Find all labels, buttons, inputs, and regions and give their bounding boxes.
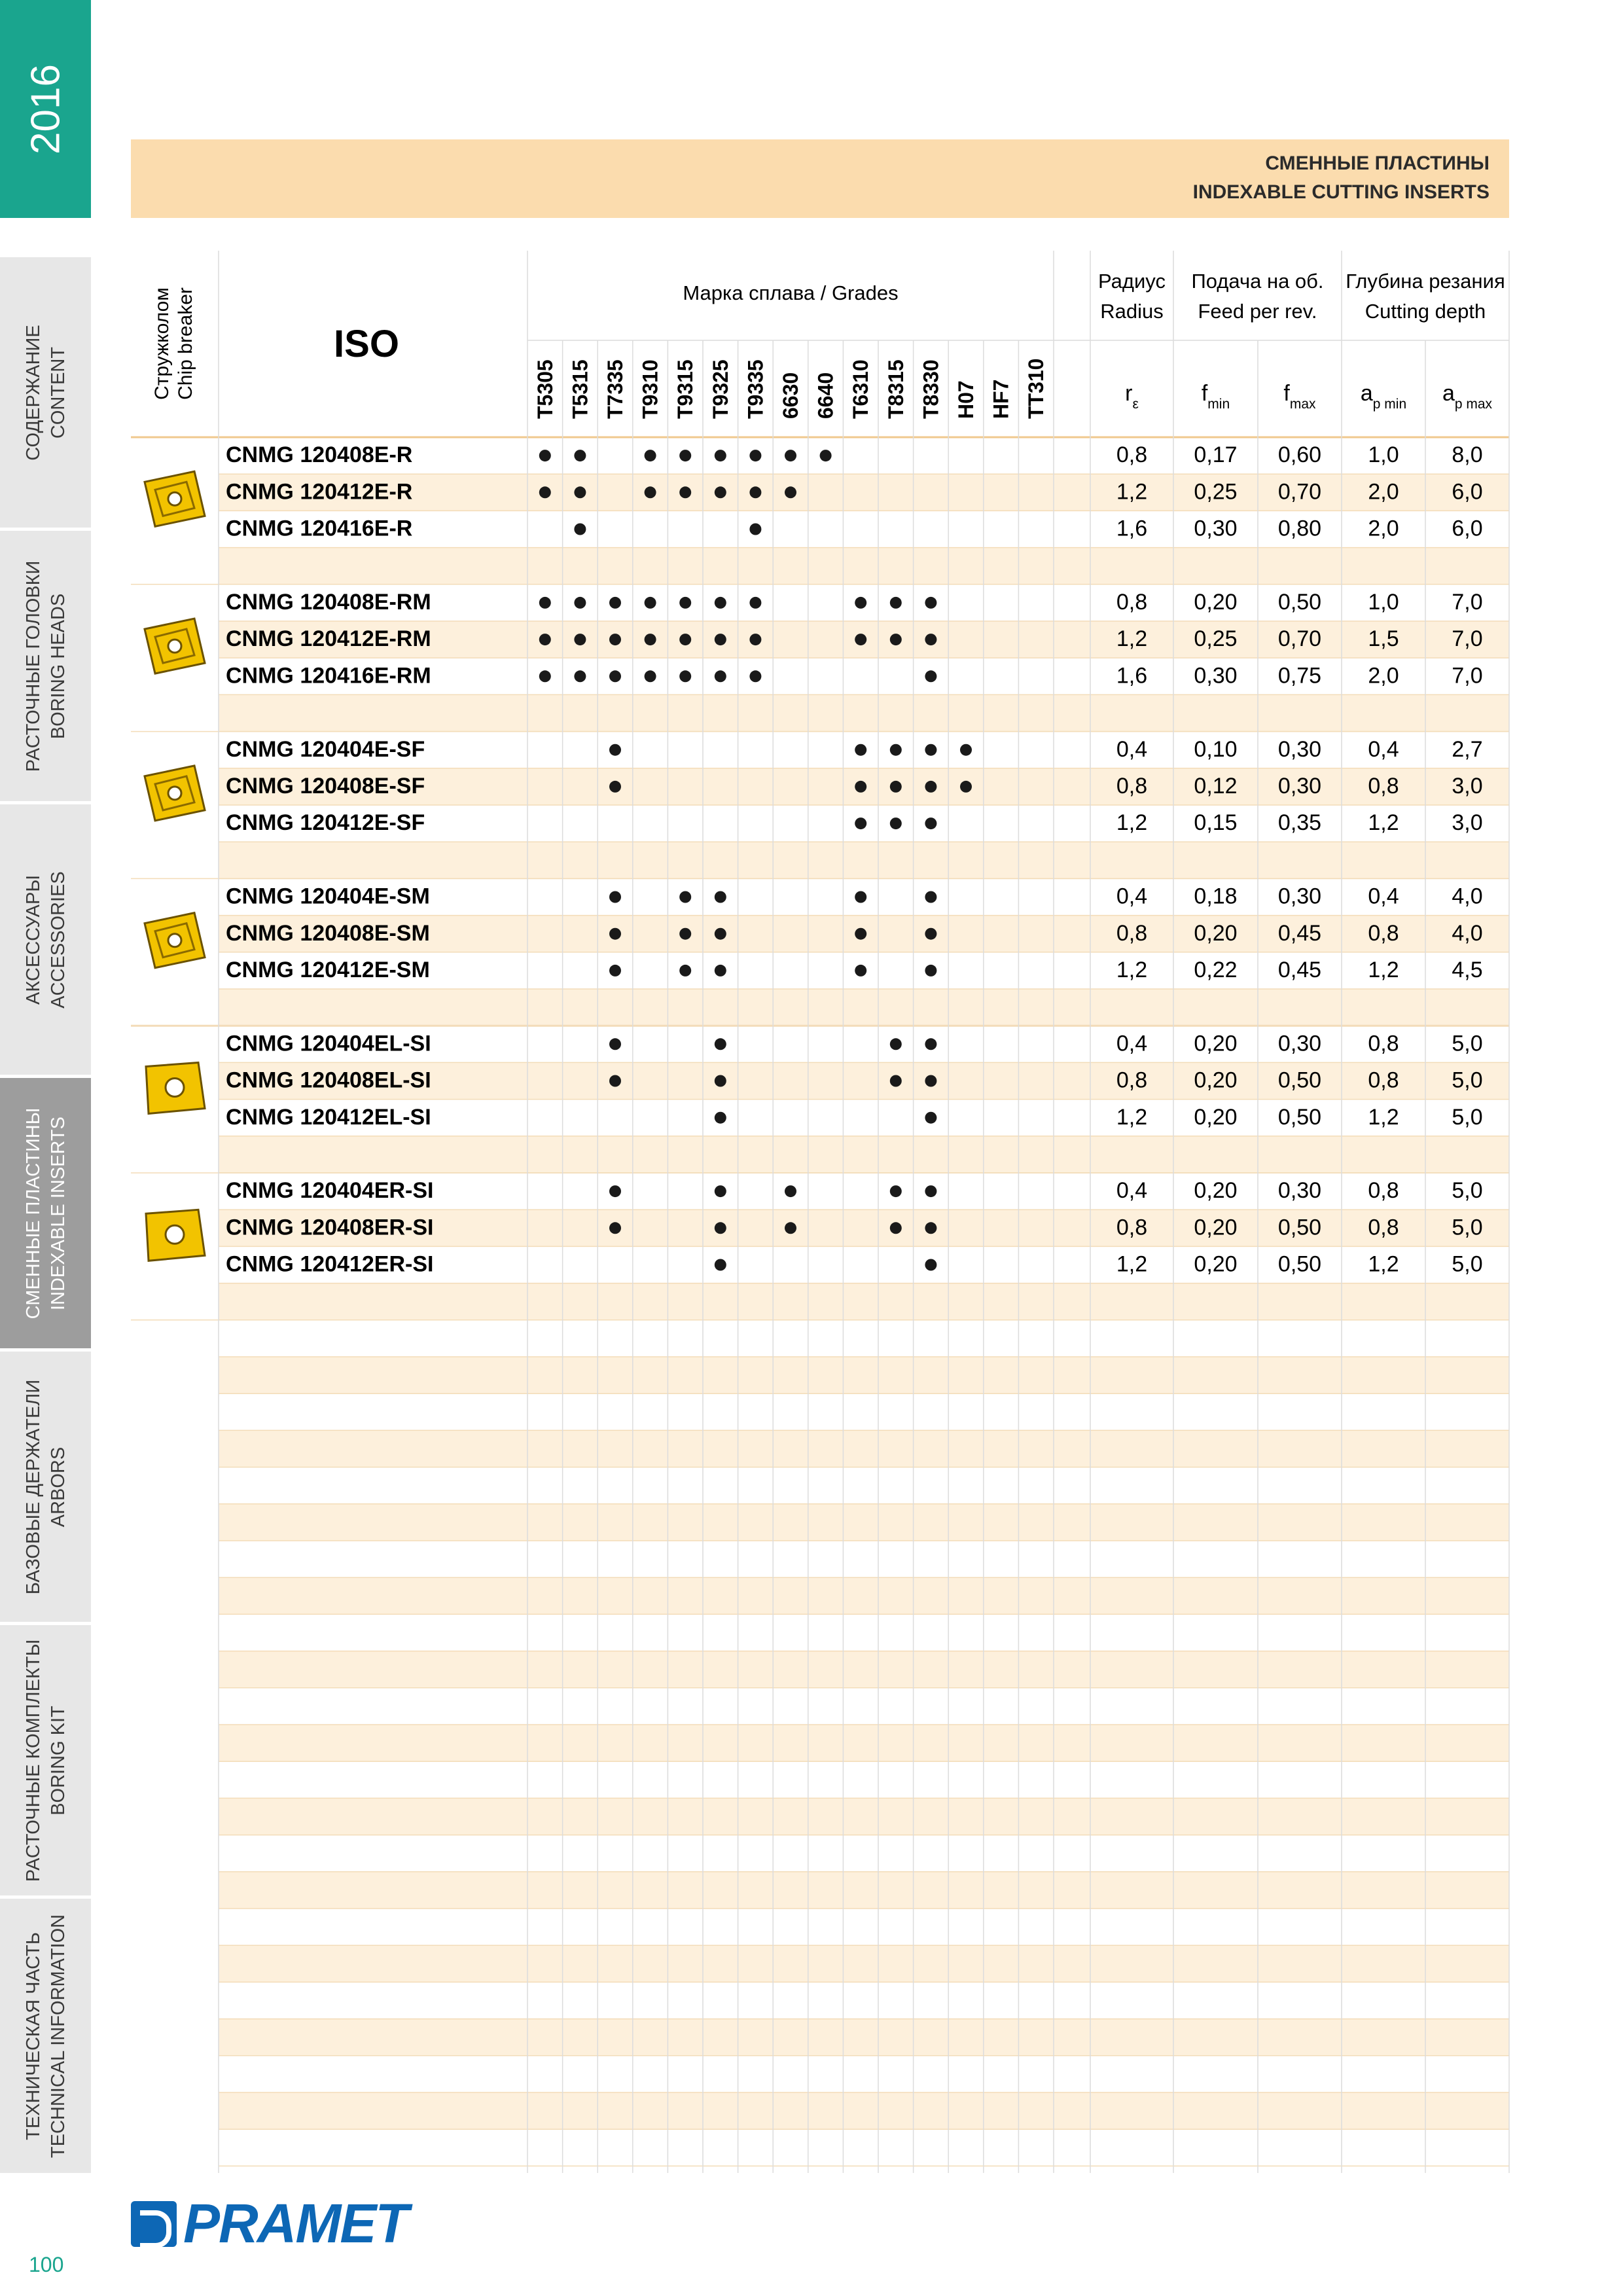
section-title-ru: СМЕННЫЕ ПЛАСТИНЫ: [1265, 152, 1489, 174]
param-value: 5,0: [1452, 1251, 1483, 1277]
param-value: 0,70: [1277, 479, 1322, 505]
grade-availability-dot: [925, 597, 936, 609]
insert-code: CNMG 120404ER-SI: [226, 1178, 434, 1204]
param-value: 0,4: [1116, 1031, 1148, 1056]
param-value: 0,30: [1194, 516, 1238, 541]
grade-availability-dot: [715, 891, 726, 903]
param-value: 0,4: [1116, 884, 1148, 909]
insert-code: CNMG 120412E-SM: [226, 958, 430, 983]
grade-availability-dot: [890, 1038, 902, 1050]
grade-availability-dot: [715, 670, 726, 682]
insert-sm-icon: [145, 913, 205, 968]
grade-availability-dot: [749, 450, 761, 461]
nav-item-label: РАСТОЧНЫЕ КОМПЛЕКТЫ BORING KIT: [22, 1639, 69, 1882]
grade-availability-dot: [855, 928, 866, 940]
param-value: 0,4: [1116, 736, 1148, 762]
param-value: 3,0: [1452, 810, 1483, 836]
param-value: 0,30: [1194, 663, 1238, 689]
grade-availability-dot: [609, 1222, 621, 1234]
grade-availability-dot: [925, 1112, 936, 1124]
grade-header-tt310: TT310: [1024, 358, 1048, 419]
param-value: 4,0: [1452, 884, 1483, 909]
param-value: 0,4: [1116, 1178, 1148, 1204]
param-value: 0,25: [1194, 479, 1238, 505]
param-value: 0,30: [1277, 736, 1322, 762]
pramet-logo: [131, 2193, 408, 2254]
param-value: 5,0: [1452, 1178, 1483, 1204]
grade-availability-dot: [785, 1185, 796, 1197]
grade-availability-dot: [715, 1222, 726, 1234]
param-value: 1,5: [1368, 626, 1399, 652]
insert-code: CNMG 120408E-SM: [226, 920, 430, 946]
grade-header-t5305: T5305: [533, 359, 557, 419]
grade-availability-dot: [609, 744, 621, 756]
grade-availability-dot: [925, 817, 936, 829]
grade-header-t7335: T7335: [603, 359, 627, 419]
grade-header-t9310: T9310: [638, 359, 662, 419]
param-value: 0,20: [1194, 1031, 1238, 1056]
grade-availability-dot: [645, 486, 656, 498]
param-value: 5,0: [1452, 1067, 1483, 1093]
param-value: 1,2: [1116, 810, 1148, 836]
grade-availability-dot: [609, 928, 621, 940]
grade-availability-dot: [925, 965, 936, 977]
param-value: 0,8: [1368, 1067, 1399, 1093]
param-value: 1,2: [1116, 1251, 1148, 1277]
grade-availability-dot: [785, 1222, 796, 1234]
grade-availability-dot: [715, 1075, 726, 1087]
insert-code: CNMG 120412E-SF: [226, 810, 425, 836]
param-value: 1,6: [1116, 516, 1148, 541]
param-value: 6,0: [1452, 479, 1483, 505]
insert-code: CNMG 120412ER-SI: [226, 1251, 434, 1277]
insert-code: CNMG 120416E-RM: [226, 663, 431, 689]
grade-availability-dot: [679, 634, 691, 645]
param-value: 1,2: [1368, 810, 1399, 836]
param-value: 4,0: [1452, 920, 1483, 946]
grade-availability-dot: [925, 891, 936, 903]
param-value: 1,2: [1116, 626, 1148, 652]
param-value: 2,0: [1368, 516, 1399, 541]
param-value: 3,0: [1452, 774, 1483, 799]
nav-item-label: СОДЕРЖАНИЕ CONTENT: [22, 324, 69, 461]
param-value: 0,8: [1116, 920, 1148, 946]
grade-availability-dot: [925, 670, 936, 682]
grade-availability-dot: [925, 1185, 936, 1197]
grade-availability-dot: [609, 597, 621, 609]
insert-er-si-icon: [146, 1210, 205, 1261]
param-value: 0,4: [1368, 736, 1399, 762]
grade-header-h07: H07: [954, 380, 978, 419]
grade-availability-dot: [609, 781, 621, 793]
grade-availability-dot: [890, 1222, 902, 1234]
param-value: 0,25: [1194, 626, 1238, 652]
grade-availability-dot: [715, 486, 726, 498]
insert-code: CNMG 120408EL-SI: [226, 1067, 431, 1093]
param-value: 0,8: [1368, 774, 1399, 799]
param-symbol-3: $a_{p min}$: [1360, 381, 1407, 412]
param-value: 6,0: [1452, 516, 1483, 541]
grade-availability-dot: [574, 597, 586, 609]
param-value: 0,20: [1194, 1067, 1238, 1093]
grade-availability-dot: [574, 486, 586, 498]
grade-availability-dot: [925, 1075, 936, 1087]
grade-availability-dot: [715, 597, 726, 609]
insert-code: CNMG 120408E-RM: [226, 590, 431, 615]
grade-header-t9325: T9325: [708, 359, 732, 419]
param-value: 1,2: [1116, 1104, 1148, 1130]
grade-availability-dot: [715, 1038, 726, 1050]
param-value: 0,22: [1194, 958, 1238, 983]
insert-code: CNMG 120416E-R: [226, 516, 413, 541]
param-value: 0,8: [1368, 1178, 1399, 1204]
grade-availability-dot: [539, 670, 551, 682]
grade-availability-dot: [539, 634, 551, 645]
param-value: 0,12: [1194, 774, 1238, 799]
param-value: 5,0: [1452, 1104, 1483, 1130]
grade-availability-dot: [715, 1259, 726, 1271]
param-value: 1,2: [1368, 958, 1399, 983]
feed-header-ru: Подача на об.: [1191, 270, 1324, 293]
insert-code: CNMG 120412E-R: [226, 479, 413, 505]
grade-availability-dot: [609, 1185, 621, 1197]
insert-code: CNMG 120404E-SF: [226, 736, 425, 762]
grade-availability-dot: [679, 928, 691, 940]
grade-availability-dot: [645, 597, 656, 609]
grade-header-6630: 6630: [779, 372, 802, 419]
insert-code: CNMG 120412E-RM: [226, 626, 431, 652]
param-value: 0,10: [1194, 736, 1238, 762]
insert-code: CNMG 120412EL-SI: [226, 1104, 431, 1130]
nav-item-label: АКСЕССУАРЫ ACCESSORIES: [22, 870, 69, 1009]
grade-availability-dot: [890, 817, 902, 829]
grade-header-t8315: T8315: [883, 359, 908, 419]
pramet-logo-text: PRAMET: [183, 2193, 408, 2254]
param-value: 1,6: [1116, 663, 1148, 689]
grade-availability-dot: [715, 634, 726, 645]
param-value: 2,7: [1452, 736, 1483, 762]
nav-item-label: ТЕХНИЧЕСКАЯ ЧАСТЬ TECHNICAL INFORMATION: [22, 1914, 69, 2158]
param-value: 0,8: [1368, 1215, 1399, 1240]
grade-availability-dot: [925, 928, 936, 940]
param-value: 0,8: [1368, 920, 1399, 946]
grade-availability-dot: [785, 486, 796, 498]
grade-availability-dot: [645, 670, 656, 682]
grade-availability-dot: [539, 597, 551, 609]
grade-availability-dot: [679, 486, 691, 498]
grade-availability-dot: [890, 1185, 902, 1197]
depth-header-ru: Глубина резания: [1346, 270, 1505, 293]
grade-availability-dot: [609, 965, 621, 977]
iso-header: ISO: [334, 323, 399, 365]
param-value: 0,50: [1277, 1104, 1322, 1130]
param-symbol-4: $a_{p max}$: [1442, 381, 1493, 412]
grade-availability-dot: [925, 744, 936, 756]
param-value: 0,50: [1277, 1215, 1322, 1240]
insert-el-si-icon: [146, 1063, 205, 1114]
grade-availability-dot: [855, 817, 866, 829]
insert-code: CNMG 120404EL-SI: [226, 1031, 431, 1056]
grade-header-6640: 6640: [813, 372, 838, 419]
grade-header-t9335: T9335: [743, 359, 768, 419]
insert-code: CNMG 120408ER-SI: [226, 1215, 434, 1240]
grade-availability-dot: [574, 524, 586, 535]
grade-availability-dot: [609, 1038, 621, 1050]
param-value: 0,8: [1116, 1067, 1148, 1093]
param-value: 0,4: [1368, 884, 1399, 909]
feed-header-en: Feed per rev.: [1198, 300, 1317, 323]
grade-header-t8330: T8330: [919, 359, 943, 419]
param-symbol-2: $f_{max}$: [1283, 381, 1316, 412]
radius-header-en: Radius: [1100, 300, 1164, 323]
grade-availability-dot: [645, 450, 656, 461]
grade-availability-dot: [890, 744, 902, 756]
param-value: 0,20: [1194, 1104, 1238, 1130]
param-value: 0,8: [1116, 590, 1148, 615]
param-value: 0,60: [1277, 442, 1322, 468]
param-value: 0,20: [1194, 590, 1238, 615]
grade-availability-dot: [574, 670, 586, 682]
param-value: 1,2: [1368, 1251, 1399, 1277]
param-value: 1,2: [1116, 479, 1148, 505]
param-value: 0,30: [1277, 1031, 1322, 1056]
insert-sf-icon: [145, 766, 205, 821]
grade-availability-dot: [890, 1075, 902, 1087]
param-value: 1,0: [1368, 590, 1399, 615]
param-value: 0,70: [1277, 626, 1322, 652]
param-value: 0,35: [1277, 810, 1322, 836]
grade-availability-dot: [679, 891, 691, 903]
param-value: 0,20: [1194, 1215, 1238, 1240]
grade-availability-dot: [574, 450, 586, 461]
param-value: 0,8: [1368, 1031, 1399, 1056]
param-value: 0,75: [1277, 663, 1322, 689]
param-symbol-0: $r_\varepsilon$: [1125, 381, 1139, 412]
param-value: 5,0: [1452, 1031, 1483, 1056]
grade-availability-dot: [679, 965, 691, 977]
param-value: 2,0: [1368, 479, 1399, 505]
grade-availability-dot: [609, 670, 621, 682]
param-value: 0,8: [1116, 774, 1148, 799]
param-value: 5,0: [1452, 1215, 1483, 1240]
param-value: 0,45: [1277, 958, 1322, 983]
grade-availability-dot: [715, 450, 726, 461]
grade-availability-dot: [715, 928, 726, 940]
insert-code: CNMG 120408E-SF: [226, 774, 425, 799]
param-value: 0,20: [1194, 1251, 1238, 1277]
grade-availability-dot: [539, 486, 551, 498]
param-value: 0,50: [1277, 590, 1322, 615]
param-value: 0,20: [1194, 1178, 1238, 1204]
grade-header-hf7: HF7: [989, 379, 1013, 419]
chip-breaker-label-en: Chip breaker: [175, 287, 196, 400]
grade-availability-dot: [715, 1185, 726, 1197]
param-value: 0,15: [1194, 810, 1238, 836]
grade-availability-dot: [574, 634, 586, 645]
param-value: 2,0: [1368, 663, 1399, 689]
grade-availability-dot: [749, 634, 761, 645]
insert-r-icon: [145, 471, 205, 526]
grade-availability-dot: [960, 781, 972, 793]
grade-availability-dot: [855, 634, 866, 645]
grade-availability-dot: [925, 634, 936, 645]
grade-availability-dot: [749, 597, 761, 609]
grade-availability-dot: [715, 965, 726, 977]
grade-availability-dot: [609, 891, 621, 903]
grade-availability-dot: [925, 1038, 936, 1050]
grade-header-t6310: T6310: [849, 359, 873, 419]
param-value: 0,80: [1277, 516, 1322, 541]
radius-header-ru: Радиус: [1098, 270, 1166, 293]
grade-header-t5315: T5315: [568, 359, 592, 419]
grade-availability-dot: [855, 891, 866, 903]
param-value: 7,0: [1452, 590, 1483, 615]
grade-availability-dot: [785, 450, 796, 461]
chip-breaker-label-ru: Стружколом: [151, 287, 173, 400]
year-label: 2016: [23, 63, 68, 154]
grade-availability-dot: [749, 524, 761, 535]
grade-availability-dot: [960, 744, 972, 756]
grade-availability-dot: [855, 744, 866, 756]
grade-availability-dot: [820, 450, 832, 461]
grade-availability-dot: [609, 634, 621, 645]
grade-availability-dot: [925, 1222, 936, 1234]
param-value: 1,0: [1368, 442, 1399, 468]
grade-availability-dot: [539, 450, 551, 461]
param-value: 0,8: [1116, 442, 1148, 468]
grade-availability-dot: [855, 597, 866, 609]
param-value: 8,0: [1452, 442, 1483, 468]
section-title-en: INDEXABLE CUTTING INSERTS: [1192, 181, 1489, 203]
grade-availability-dot: [645, 634, 656, 645]
nav-item-label: БАЗОВЫЕ ДЕРЖАТЕЛИ ARBORS: [22, 1379, 69, 1594]
param-value: 0,8: [1116, 1215, 1148, 1240]
grade-availability-dot: [715, 1112, 726, 1124]
insert-rm-icon: [145, 619, 205, 673]
param-value: 0,50: [1277, 1067, 1322, 1093]
grade-availability-dot: [925, 781, 936, 793]
grade-availability-dot: [609, 1075, 621, 1087]
param-value: 0,30: [1277, 774, 1322, 799]
grade-availability-dot: [749, 486, 761, 498]
param-value: 0,17: [1194, 442, 1238, 468]
depth-header-en: Cutting depth: [1364, 300, 1486, 323]
pramet-logo-icon: [131, 2201, 177, 2247]
param-value: 0,45: [1277, 920, 1322, 946]
param-value: 0,50: [1277, 1251, 1322, 1277]
param-value: 0,30: [1277, 884, 1322, 909]
grade-availability-dot: [855, 965, 866, 977]
param-value: 1,2: [1368, 1104, 1399, 1130]
grade-availability-dot: [855, 781, 866, 793]
param-value: 0,20: [1194, 920, 1238, 946]
grade-availability-dot: [925, 1259, 936, 1271]
grade-availability-dot: [679, 597, 691, 609]
param-value: 7,0: [1452, 626, 1483, 652]
grade-header-t9315: T9315: [673, 359, 698, 419]
insert-code: CNMG 120404E-SM: [226, 884, 430, 909]
grade-availability-dot: [679, 670, 691, 682]
param-value: 7,0: [1452, 663, 1483, 689]
grade-availability-dot: [890, 634, 902, 645]
param-symbol-1: $f_{min}$: [1201, 381, 1230, 412]
grade-availability-dot: [890, 781, 902, 793]
grade-availability-dot: [679, 450, 691, 461]
param-value: 0,30: [1277, 1178, 1322, 1204]
grade-availability-dot: [890, 597, 902, 609]
page-number: 100: [29, 2253, 64, 2276]
param-value: 1,2: [1116, 958, 1148, 983]
param-value: 0,18: [1194, 884, 1238, 909]
grades-header: Марка сплава / Grades: [683, 281, 899, 304]
nav-item-label: СМЕННЫЕ ПЛАСТИНЫ INDEXABLE INSERTS: [22, 1107, 69, 1319]
grade-availability-dot: [749, 670, 761, 682]
insert-code: CNMG 120408E-R: [226, 442, 413, 468]
param-value: 4,5: [1452, 958, 1483, 983]
nav-item-label: РАСТОЧНЫЕ ГОЛОВКИ BORING HEADS: [22, 560, 69, 772]
